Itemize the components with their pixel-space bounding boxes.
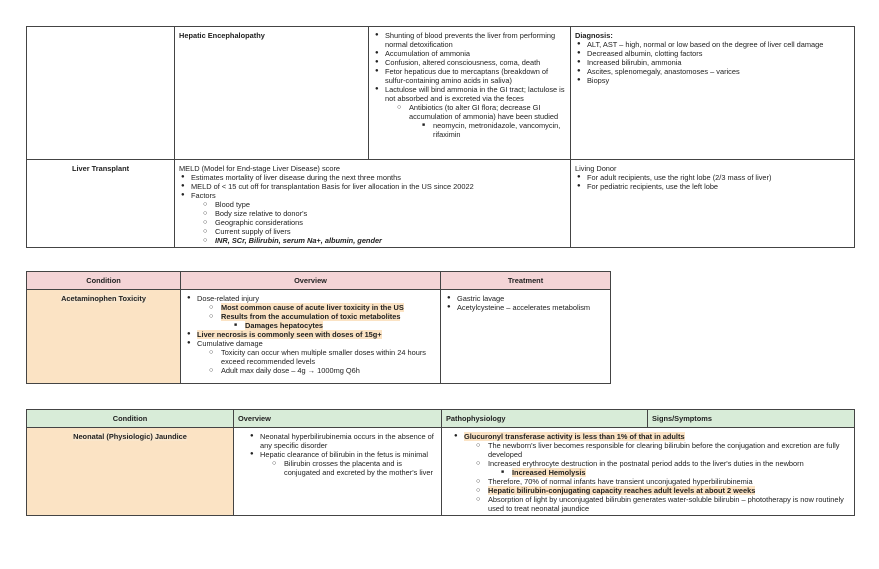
list-item-text: Estimates mortality of liver disease during the next three months	[191, 173, 401, 182]
donor-title: Living Donor	[575, 164, 617, 173]
diagnosis-list	[575, 40, 850, 85]
list-item-text: Confusion, altered consciousness, coma, death	[385, 58, 541, 67]
list-item: ● Ascites, splenomegaly, anastomoses – varices	[575, 67, 850, 76]
header-row	[27, 272, 611, 290]
list-item	[203, 227, 566, 236]
overview-cell	[181, 290, 441, 384]
list-item-text: Antibiotics (to alter GI flora; decrease GI accumulation of ammonia) have been studied	[409, 103, 559, 121]
list-item-text: Most common cause of acute liver toxicity in the US	[221, 303, 404, 312]
list-item	[248, 450, 437, 459]
list-item-text: Factors	[191, 191, 216, 200]
list-item: ● Gastric lavage	[445, 294, 606, 303]
list-item	[272, 459, 437, 477]
list-item	[179, 173, 566, 182]
overview-cell	[234, 428, 442, 516]
table-row	[27, 27, 855, 160]
liver-disease-table	[26, 26, 855, 248]
header-signs: Signs/Symptoms	[648, 410, 855, 428]
list-item	[209, 348, 436, 366]
list-item	[248, 432, 437, 450]
list-item-text: neomycin, metronidazole, vancomycin, rifaximin	[433, 121, 561, 139]
overview-list	[373, 31, 566, 139]
list-item-text: Hepatic bilirubin-conjugating capacity reaches adult levels at about 2 weeks	[488, 486, 756, 495]
header-pathophysiology: Pathophysiology	[442, 410, 648, 428]
donor-cell	[571, 160, 855, 248]
list-item	[373, 31, 566, 49]
pathophysiology-list	[452, 432, 850, 513]
list-item	[203, 200, 566, 209]
list-item	[179, 182, 566, 191]
list-item	[185, 294, 436, 303]
list-item	[373, 85, 566, 103]
list-item	[185, 339, 436, 348]
list-item: ● For adult recipients, use the right lobe (2/3 mass of liver)	[575, 173, 850, 182]
list-item: ● Acetylcysteine – accelerates metabolism	[445, 303, 606, 312]
list-item-text: Fetor hepaticus due to mercaptans (breakdown of sulfur-containing amino acids in saliva)	[385, 67, 549, 85]
list-item-text: Therefore, 70% of normal infants have transient unconjugated hyperbilirubinemia	[488, 477, 753, 486]
table-row	[27, 290, 611, 384]
list-item: ● Decreased albumin, clotting factors	[575, 49, 850, 58]
list-item	[185, 330, 436, 339]
list-item	[476, 486, 850, 495]
list-item-text: MELD of < 15 cut off for transplantation Basis for liver allocation in the US since 20022	[191, 182, 474, 191]
list-item-text: Increased Hemolysis	[512, 468, 586, 477]
header-row	[27, 410, 855, 428]
donor-list	[575, 173, 850, 191]
list-item	[397, 103, 566, 121]
list-item-text: Hepatic clearance of bilirubin in the fetus is minimal	[260, 450, 429, 459]
list-item	[203, 209, 566, 218]
list-item	[452, 432, 850, 441]
list-item-text: Damages hepatocytes	[245, 321, 324, 330]
list-item	[209, 366, 436, 375]
overview-list	[185, 294, 436, 375]
condition-label: Acetaminophen Toxicity	[61, 294, 146, 303]
list-item	[203, 218, 566, 227]
meld-cell	[175, 160, 571, 248]
diagnosis-title: Diagnosis:	[575, 31, 613, 40]
overview-cell	[369, 27, 571, 160]
list-item-text: Results from the accumulation of toxic metabolites	[221, 312, 401, 321]
meld-list	[179, 173, 566, 245]
condition-cell: Liver Transplant	[27, 160, 175, 248]
list-item-text: Lactulose will bind ammonia in the GI tract; lactulose is not absorbed and is excreted via the feces	[385, 85, 565, 103]
list-item-text: Increased erythrocyte destruction in the postnatal period adds to the liver's duties in the newborn	[488, 459, 804, 468]
list-item-text: Adult max daily dose – 4g → 1000mg Q6h	[221, 366, 360, 375]
treatment-cell	[441, 290, 611, 384]
list-item	[209, 303, 436, 312]
list-item-text: INR, SCr, Bilirubin, serum Na+, albumin, gender	[215, 236, 382, 245]
list-item	[373, 67, 566, 85]
list-item: ● For pediatric recipients, use the left lobe	[575, 182, 850, 191]
header-overview: Overview	[234, 410, 442, 428]
list-item-text: Shunting of blood prevents the liver from performing normal detoxification	[385, 31, 556, 49]
condition-label: Neonatal (Physiologic) Jaundice	[73, 432, 187, 441]
list-item	[500, 468, 850, 477]
list-item-text: Body size relative to donor's	[215, 209, 308, 218]
list-item-text: Absorption of light by unconjugated bilirubin generates water-soluble bilirubin – phototherapy is now routinely used to treat neonatal jaundice	[488, 495, 844, 513]
list-item	[233, 321, 436, 330]
list-item-text: Dose-related injury	[197, 294, 260, 303]
list-item-text: Accumulation of ammonia	[385, 49, 471, 58]
list-item-text: Cumulative damage	[197, 339, 263, 348]
list-item-text: The newborn's liver becomes responsible for clearing bilirubin before the conjugation and excretion are fully developed	[488, 441, 840, 459]
header-treatment: Treatment	[441, 272, 611, 290]
list-item	[373, 58, 566, 67]
table-row	[27, 428, 855, 516]
list-item-text: Liver necrosis is commonly seen with doses of 15g+	[197, 330, 382, 339]
list-item	[476, 477, 850, 486]
list-item	[179, 191, 566, 200]
list-item-text: Geographic considerations	[215, 218, 303, 227]
list-item: ● ALT, AST – high, normal or low based on the degree of liver cell damage	[575, 40, 850, 49]
condition-cell	[27, 428, 234, 516]
list-item	[476, 459, 850, 468]
overview-list	[248, 432, 437, 477]
list-item-text: Current supply of livers	[215, 227, 291, 236]
meld-title: MELD (Model for End-stage Liver Disease) score	[179, 164, 341, 173]
neonatal-jaundice-table	[26, 409, 855, 516]
list-item-text: Bilirubin crosses the placenta and is conjugated and excreted by the mother's liver	[284, 459, 433, 477]
list-item: ● Biopsy	[575, 76, 850, 85]
list-item	[203, 236, 566, 245]
header-condition: Condition	[27, 272, 181, 290]
list-item-text: Glucuronyl transferase activity is less than 1% of that in adults	[464, 432, 685, 441]
list-item	[421, 121, 566, 139]
header-condition: Condition	[27, 410, 234, 428]
diagnosis-cell	[571, 27, 855, 160]
list-item: ● Increased bilirubin, ammonia	[575, 58, 850, 67]
list-item-text: Toxicity can occur when multiple smaller doses within 24 hours exceed recommended levels	[221, 348, 426, 366]
list-item	[476, 441, 850, 459]
condition-cell	[27, 290, 181, 384]
list-item-text: Blood type	[215, 200, 250, 209]
condition-cell: Hepatic Encephalopathy	[175, 27, 369, 160]
list-item	[209, 312, 436, 321]
pathophysiology-cell	[442, 428, 855, 516]
list-item	[476, 495, 850, 513]
list-item	[373, 49, 566, 58]
list-item-text: Neonatal hyperbilirubinemia occurs in the absence of any specific disorder	[260, 432, 434, 450]
treatment-list	[445, 294, 606, 312]
header-overview: Overview	[181, 272, 441, 290]
acetaminophen-table	[26, 271, 611, 384]
empty-cell	[27, 27, 175, 160]
table-row	[27, 160, 855, 248]
